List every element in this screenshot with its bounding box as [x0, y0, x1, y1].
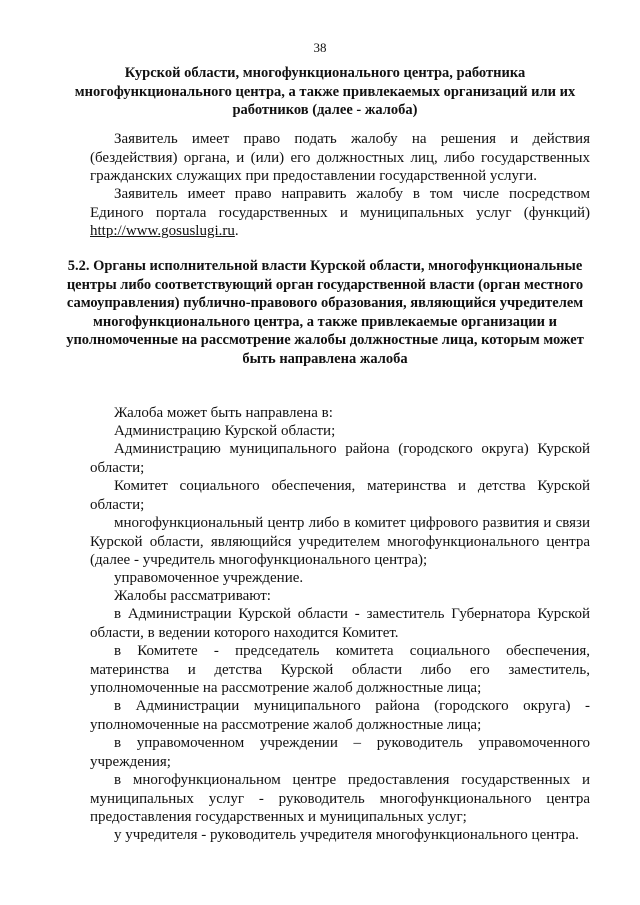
- body-paragraph-7: Жалобы рассматривают:: [114, 588, 271, 604]
- body-paragraph-3: Администрацию муниципального района (городского округа) Курской области;: [90, 441, 590, 476]
- paragraph-gosuslugi-text: Заявитель имеет право направить жалобу в том числе посредством Единого портала государственных и муниципальных услуг (функций): [90, 186, 590, 221]
- body-paragraph-10: в Администрации муниципального района (городского округа) - уполномоченные на рассмотрение жалоб должностные лица;: [90, 698, 590, 733]
- body-paragraph-5: многофункциональный центр либо в комитет цифрового развития и связи Курской области, являющийся учредителем многофункционального центра (далее - учредитель многофункционального центра);: [90, 515, 590, 568]
- body-paragraph-13: у учредителя - руководитель учредителя многофункционального центра.: [114, 827, 579, 843]
- body-paragraph-11: в управомоченном учреждении – руководитель управомоченного учреждения;: [90, 735, 590, 770]
- gosuslugi-link[interactable]: http://www.gosuslugi.ru: [90, 223, 235, 239]
- paragraph-gosuslugi-end: .: [234, 223, 239, 239]
- body-paragraph-8: в Администрации Курской области - заместитель Губернатора Курской области, в ведении которого находится Комитет.: [90, 606, 590, 641]
- paragraph-gosuslugi: [90, 185, 590, 241]
- body-paragraph-12: в многофункциональном центре предоставления государственных и муниципальных услуг - руководитель многофункционального центра предоставления государственных и муниципальных услуг;: [90, 772, 590, 825]
- body-paragraph-6: управомоченное учреждение.: [114, 570, 304, 586]
- body-paragraph-9: в Комитете - председатель комитета социального обеспечения, материнства и детства Курской области либо его заместитель, уполномоченные на рассмотрение жалоб должностные лица;: [90, 643, 590, 696]
- paragraph-right-to-complain: Заявитель имеет право подать жалобу на решения и действия (бездействия) органа, и (или) его должностных лиц, либо государственных гражданских служащих при предоставлении государственной услуги.: [90, 131, 590, 184]
- section-heading-5-2: 5.2. Органы исполнительной власти Курской области, многофункциональные центры либо соответствующий орган государственной власти (орган местного самоуправления) публично-правового образования, являющийся учредителем многофункционального центра, а также привлекаемые организации и уполномоченные на рассмотрение жалобы должностные лица, которым может быть направлена жалоба: [66, 258, 584, 367]
- section-heading-continued: Курской области, многофункционального центра, работника многофункционального центра, а также привлекаемых организаций или их работников (далее - жалоба): [74, 65, 576, 118]
- body-paragraph-1: Жалоба может быть направлена в:: [114, 405, 333, 421]
- page-number: 38: [313, 40, 327, 55]
- body-paragraph-2: Администрацию Курской области;: [114, 423, 336, 439]
- body-paragraph-4: Комитет социального обеспечения, материнства и детства Курской области;: [90, 478, 590, 513]
